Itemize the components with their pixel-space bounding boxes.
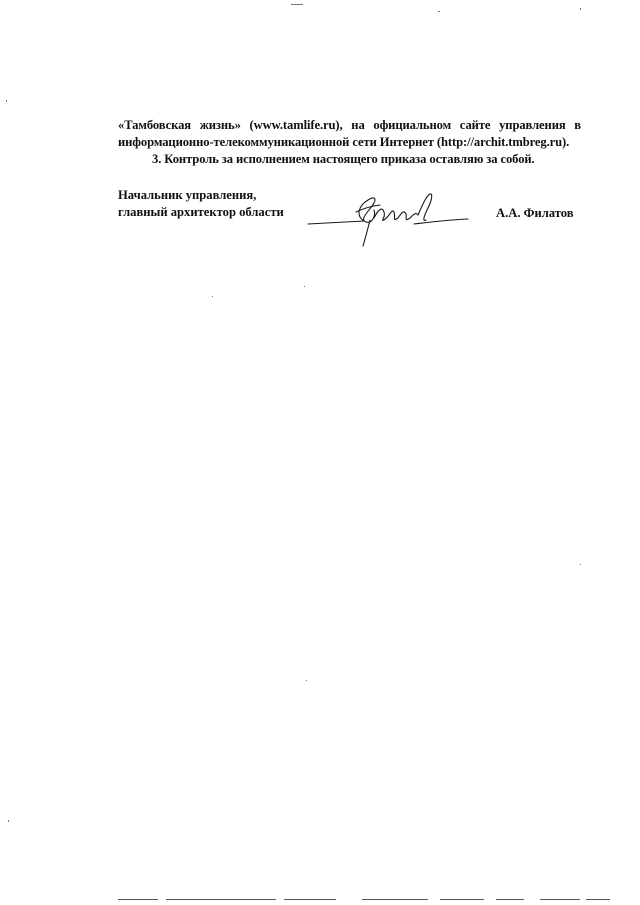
- body-line-1: «Тамбовская жизнь» (www.tamlife.ru), на официальном сайте управления в: [118, 118, 581, 132]
- body-text: [118, 117, 581, 168]
- position-line-2: главный архитектор области: [118, 205, 284, 219]
- signatory-name: А.А. Филатов: [496, 206, 574, 220]
- position-line-1: Начальник управления,: [118, 188, 257, 202]
- signatory-position: [118, 187, 284, 221]
- body-item-3: 3. Контроль за исполнением настоящего приказа оставляю за собой.: [152, 152, 535, 166]
- body-line-2: информационно-телекоммуникационной сети Интернет (http://archit.tmbreg.ru).: [118, 135, 570, 149]
- handwritten-signature: [306, 188, 470, 250]
